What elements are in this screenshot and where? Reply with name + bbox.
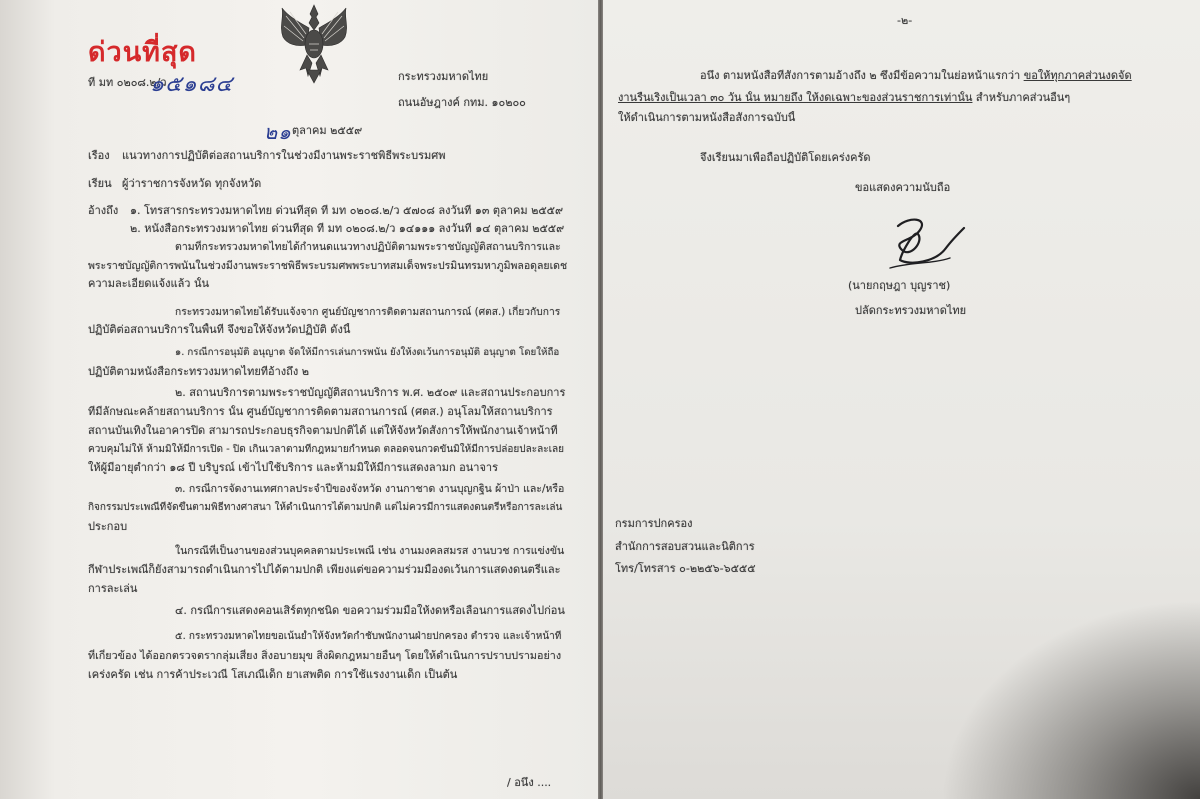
body-line: ความละเอียดแจ้งแล้ว นั้น [88, 277, 210, 290]
body-line: ควบคุมไม่ให้ ห้ามมิให้มีการเปิด - ปิด เกินเวลาตามที่กฎหมายกำหนด ตลอดจนกวดขันมิให้มีการปล่อยปละละเลย [88, 444, 564, 455]
underlined-text: ขอให้ทุกภาคส่วนงดจัด [1023, 69, 1132, 82]
paragraph-line [700, 69, 1178, 83]
body-line: ๓. กรณีการจัดงานเทศกาลประจำปีของจังหวัด งานกาชาด งานบุญกฐิน ผ้าป่า และ/หรือ [175, 483, 565, 495]
issuing-agency: กระทรวงมหาดไทย [398, 70, 489, 83]
recipient-label: เรียน [88, 177, 112, 190]
issuer-department: กรมการปกครอง [615, 517, 693, 530]
garuda-emblem-icon [278, 4, 350, 84]
body-line: ในกรณีที่เป็นงานของส่วนบุคคลตามประเพณี เช่น งานมงคลสมรส งานบวช การแข่งขัน [175, 545, 565, 557]
paragraph-text: อนึ่ง ตามหนังสือที่สั่งการตามอ้างถึง ๒ ซึ่งมีข้อความในย่อหน้าแรกว่า [700, 69, 1024, 82]
issuer-phone: โทร/โทรสาร ๐-๒๒๕๖-๖๕๕๕ [615, 562, 756, 575]
reference-item: ๒. หนังสือกระทรวงมหาดไทย ด่วนที่สุด ที่ มท ๐๒๐๘.๒/ว ๑๔๑๑๑ ลงวันที่ ๑๔ ตุลาคม ๒๕๕๙ [130, 222, 565, 235]
body-line: เคร่งครัด เช่น การค้าประเวณี โสเภณีเด็ก ยาเสพติด การใช้แรงงานเด็ก เป็นต้น [88, 668, 458, 681]
agency-address: ถนนอัษฎางค์ กทม. ๑๐๒๐๐ [398, 96, 526, 109]
issuer-office: สำนักการสอบสวนและนิติการ [615, 540, 755, 553]
subject-label: เรื่อง [88, 149, 110, 162]
body-line: ให้ผู้มีอายุต่ำกว่า ๑๘ ปี บริบูรณ์ เข้าไปใช้บริการ และห้ามมิให้มีการแสดงลามก อนาจาร [88, 461, 499, 474]
document-page-1 [0, 0, 598, 799]
body-line: ๒. สถานบริการตามพระราชบัญญัติสถานบริการ พ.ศ. ๒๕๐๙ และสถานประกอบการ [175, 386, 566, 399]
date-month-year: ตุลาคม ๒๕๕๙ [292, 124, 363, 137]
body-line: พระราชบัญญัติการพนันในช่วงมีงานพระราชพิธีพระบรมศพพระบาทสมเด็จพระปรมินทรมหาภูมิพลอดุลยเดช [88, 260, 567, 272]
reference-label: อ้างถึง [88, 204, 119, 217]
page-number: -๒- [897, 14, 913, 27]
closing-request: จึงเรียนมาเพื่อถือปฏิบัติโดยเคร่งครัด [700, 151, 871, 164]
document-number-handwritten: ๑๕๑๘๔ [150, 72, 234, 97]
body-line: ปฏิบัติตามหนังสือกระทรวงมหาดไทยที่อ้างถึง ๒ [88, 365, 309, 378]
urgent-stamp: ด่วนที่สุด [88, 37, 197, 67]
body-line: ปฏิบัติต่อสถานบริการในพื้นที่ จึงขอให้จังหวัดปฏิบัติ ดังนี้ [88, 323, 351, 336]
signature-scribble [880, 212, 966, 274]
continuation-marker: / อนึ่ง .... [507, 776, 552, 789]
body-line: ที่มีลักษณะคล้ายสถานบริการ นั้น ศูนย์บัญชาการติดตามสถานการณ์ (ศตส.) อนุโลมให้สถานบริการ [88, 405, 553, 418]
signature [880, 212, 966, 274]
body-line: กีฬาประเพณีก็ยังสามารถดำเนินการไปได้ตามปกติ เพียงแต่ขอความร่วมมืองดเว้นการแสดงดนตรีและ [88, 563, 561, 576]
subject-text: แนวทางการปฏิบัติต่อสถานบริการในช่วงมีงานพระราชพิธีพระบรมศพ [122, 149, 446, 162]
signatory-title: ปลัดกระทรวงมหาดไทย [855, 304, 967, 317]
recipient-text: ผู้ว่าราชการจังหวัด ทุกจังหวัด [122, 177, 262, 190]
body-line: ประกอบ [88, 520, 128, 533]
body-line: กระทรวงมหาดไทยได้รับแจ้งจาก ศูนย์บัญชาการติดตามสถานการณ์ (ศตส.) เกี่ยวกับการ [175, 306, 561, 318]
paragraph-line [618, 91, 1178, 105]
body-line: ที่เกี่ยวข้อง ได้ออกตรวจตรากลุ่มเสี่ยง สิ่งอบายมุข สิ่งผิดกฎหมายอื่นๆ โดยให้ดำเนินการปราบปรามอย่าง [88, 649, 562, 662]
body-line: กิจกรรมประเพณีที่จัดขึ้นตามพิธีทางศาสนา ให้ดำเนินการได้ตามปกติ แต่ไม่ควรมีการแสดงดนตรีหรือการละเล่น [88, 502, 563, 513]
date-day-handwritten: ๒๑ [264, 120, 292, 144]
body-line: สถานบันเทิงในอาคารปิด สามารถประกอบธุรกิจตามปกติได้ แต่ให้จังหวัดสั่งการให้พนักงานเจ้าหน้าที่ [88, 424, 558, 437]
body-line: ๔. กรณีการแสดงคอนเสิร์ตทุกชนิด ขอความร่วมมือให้งดหรือเลื่อนการแสดงไปก่อน [175, 604, 565, 617]
signatory-name: (นายกฤษฎา บุญราช) [848, 279, 951, 292]
body-line: การละเล่น [88, 582, 138, 595]
paragraph-text: สำหรับภาคส่วนอื่นๆ [972, 91, 1071, 104]
body-line: ตามที่กระทรวงมหาดไทยได้กำหนดแนวทางปฏิบัติตามพระราชบัญญัติสถานบริการและ [175, 241, 561, 253]
garuda-emblem [278, 4, 350, 84]
document-number-prefix: ที่ มท ๐๒๐๘.๒/ว [88, 76, 167, 89]
paragraph-line: ให้ดำเนินการตามหนังสือสั่งการฉบับนี้ [618, 111, 796, 124]
body-line: ๕. กระทรวงมหาดไทยขอเน้นย้ำให้จังหวัดกำชับพนักงานฝ่ายปกครอง ตำรวจ และเจ้าหน้าที่ [175, 631, 562, 642]
valediction: ขอแสดงความนับถือ [855, 181, 951, 194]
reference-item: ๑. โทรสารกระทรวงมหาดไทย ด่วนที่สุด ที่ มท ๐๒๐๘.๒/ว ๕๗๐๘ ลงวันที่ ๑๓ ตุลาคม ๒๕๕๙ [130, 204, 564, 217]
underlined-text: งานรื่นเริงเป็นเวลา ๓๐ วัน นั้น หมายถึง ให้งดเฉพาะของส่วนราชการเท่านั้น [618, 91, 973, 104]
body-line: ๑. กรณีการอนุมัติ อนุญาต จัดให้มีการเล่นการพนัน ยังให้งดเว้นการอนุมัติ อนุญาต โดยให้ถือ [175, 347, 560, 358]
document-page-2 [603, 0, 1200, 799]
